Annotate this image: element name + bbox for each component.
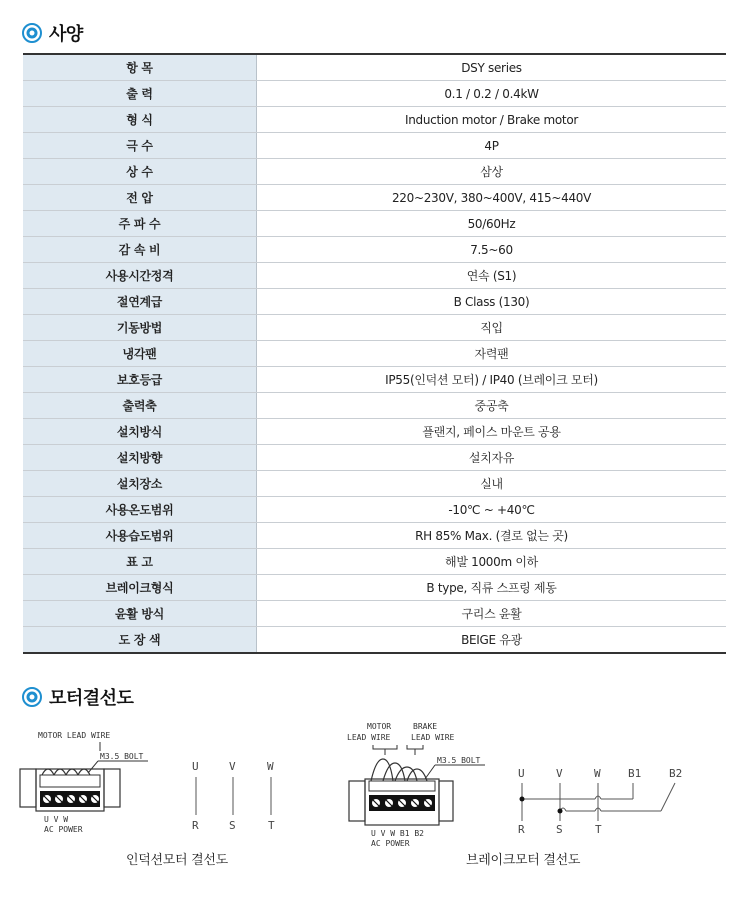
spec-row: [23, 497, 726, 523]
spec-value: 해발 1000m 이하: [257, 549, 727, 575]
wiring-section-header: [22, 684, 133, 710]
spec-label: 형 식: [23, 107, 257, 133]
spec-label: 사용온도범위: [23, 497, 257, 523]
spec-row: [23, 315, 726, 341]
spec-value: 연속 (S1): [257, 263, 727, 289]
spec-row: [23, 237, 726, 263]
spec-row: [23, 575, 726, 601]
spec-label: 보호등급: [23, 367, 257, 393]
spec-section-header: [22, 20, 83, 46]
brake-terminal-t: T: [595, 823, 602, 836]
spec-row: [23, 185, 726, 211]
terminal-w: W: [267, 760, 274, 773]
spec-value: 직입: [257, 315, 727, 341]
spec-row: [23, 367, 726, 393]
spec-label: 극 수: [23, 133, 257, 159]
terminal-labels: U V W: [44, 815, 69, 824]
spec-value: 설치자유: [257, 445, 727, 471]
brake-caption: 브레이크모터 결선도: [466, 853, 581, 868]
terminal-r: R: [192, 819, 199, 832]
brake-terminal-r: R: [518, 823, 525, 836]
spec-row: [23, 81, 726, 107]
spec-row: [23, 289, 726, 315]
motor-lead-label-2: LEAD WIRE: [347, 733, 391, 742]
spec-label: 감 속 비: [23, 237, 257, 263]
spec-value: 중공축: [257, 393, 727, 419]
spec-value: B type, 직류 스프링 제동: [257, 575, 727, 601]
spec-label: 출 력: [23, 81, 257, 107]
terminal-block: [20, 769, 120, 811]
spec-value: BEIGE 유광: [257, 627, 727, 654]
spec-label: 표 고: [23, 549, 257, 575]
spec-label: 설치방향: [23, 445, 257, 471]
terminal-v: V: [229, 760, 236, 773]
spec-label: 윤활 방식: [23, 601, 257, 627]
spec-row: [23, 211, 726, 237]
spec-label: 주 파 수: [23, 211, 257, 237]
brake-wiring-diagram: [345, 715, 715, 850]
lead-wire-label: MOTOR LEAD WIRE: [38, 731, 111, 740]
spec-row: [23, 601, 726, 627]
spec-row: [23, 263, 726, 289]
spec-label: 브레이크형식: [23, 575, 257, 601]
spec-value: 7.5~60: [257, 237, 727, 263]
spec-row: [23, 107, 726, 133]
spec-label: 항 목: [23, 54, 257, 81]
spec-row: [23, 445, 726, 471]
brake-lead-label-2: LEAD WIRE: [411, 733, 455, 742]
terminal-s: S: [229, 819, 236, 832]
brake-terminal-b1: B1: [628, 767, 642, 780]
brake-bolt-label: M3.5 BOLT: [437, 756, 481, 765]
brake-terminal-labels: U V W B1 B2: [371, 829, 424, 838]
spec-value: DSY series: [257, 54, 727, 81]
spec-label: 전 압: [23, 185, 257, 211]
spec-label: 절연계급: [23, 289, 257, 315]
spec-value: RH 85% Max. (결로 없는 곳): [257, 523, 727, 549]
target-circle-icon: [22, 23, 42, 43]
spec-value: 0.1 / 0.2 / 0.4kW: [257, 81, 727, 107]
spec-label: 설치방식: [23, 419, 257, 445]
brake-terminal-v: V: [556, 767, 563, 780]
spec-value: B Class (130): [257, 289, 727, 315]
brake-terminal-s: S: [556, 823, 563, 836]
spec-label: 도 장 색: [23, 627, 257, 654]
bolt-label: M3.5 BOLT: [100, 752, 144, 761]
spec-row: [23, 133, 726, 159]
spec-label: 사용시간정격: [23, 263, 257, 289]
motor-lead-label-1: MOTOR: [367, 722, 392, 731]
brake-ac-power-label: AC POWER: [371, 839, 410, 848]
spec-label: 냉각팬: [23, 341, 257, 367]
terminal-u: U: [192, 760, 199, 773]
target-circle-icon: [22, 687, 42, 707]
spec-value: 실내: [257, 471, 727, 497]
spec-value: 자력팬: [257, 341, 727, 367]
wiring-section-title: 모터결선도: [49, 688, 134, 709]
brake-terminal-u: U: [518, 767, 525, 780]
spec-label: 사용습도범위: [23, 523, 257, 549]
spec-label: 상 수: [23, 159, 257, 185]
spec-label: 설치장소: [23, 471, 257, 497]
spec-value: 플랜지, 페이스 마운트 공용: [257, 419, 727, 445]
spec-value: 4P: [257, 133, 727, 159]
spec-value: 50/60Hz: [257, 211, 727, 237]
spec-section-title: 사양: [49, 24, 83, 45]
induction-wiring-diagram: [18, 715, 318, 845]
brake-terminal-b2: B2: [669, 767, 683, 780]
spec-table: [23, 53, 726, 654]
spec-row: [23, 471, 726, 497]
spec-value: 구리스 윤활: [257, 601, 727, 627]
spec-row: [23, 393, 726, 419]
spec-value: 220~230V, 380~400V, 415~440V: [257, 185, 727, 211]
spec-value: 삼상: [257, 159, 727, 185]
brake-terminal-block: [349, 759, 453, 825]
spec-label: 기동방법: [23, 315, 257, 341]
spec-row: [23, 341, 726, 367]
spec-row: [23, 419, 726, 445]
spec-row: [23, 159, 726, 185]
ac-power-label: AC POWER: [44, 825, 83, 834]
spec-value: IP55(인덕션 모터) / IP40 (브레이크 모터): [257, 367, 727, 393]
spec-label: 출력축: [23, 393, 257, 419]
brake-lead-label-1: BRAKE: [413, 722, 438, 731]
spec-row: [23, 523, 726, 549]
spec-value: -10℃ ~ +40℃: [257, 497, 727, 523]
induction-caption: 인덕션모터 결선도: [126, 853, 228, 868]
spec-row: [23, 627, 726, 654]
spec-row: [23, 549, 726, 575]
spec-row: [23, 54, 726, 81]
terminal-t: T: [268, 819, 275, 832]
spec-value: Induction motor / Brake motor: [257, 107, 727, 133]
brake-terminal-w: W: [594, 767, 601, 780]
